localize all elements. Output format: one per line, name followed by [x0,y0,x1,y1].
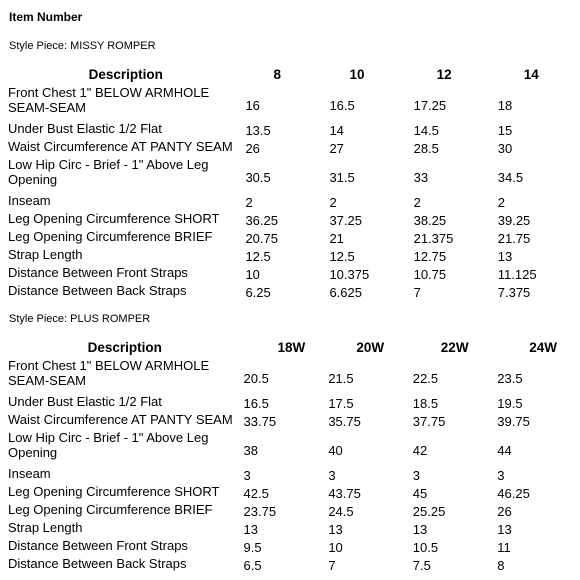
measurement-value: 9.5 [243,539,262,555]
measurement-value: 20.75 [245,230,278,246]
measurement-description: Distance Between Back Straps [8,283,187,298]
column-header-description: Description [87,340,162,355]
measurement-description: Strap Length [8,247,83,262]
measurement-description: Leg Opening Circumference BRIEF [8,502,213,517]
table-row [6,211,580,229]
style-piece-plus-label: Style Piece: PLUS ROMPER [9,313,151,325]
measurement-value: 45 [412,485,428,501]
measurement-description: Low Hip Circ - Brief - 1" Above Leg Opening [8,430,209,460]
measurement-value: 37.25 [329,212,362,228]
measurement-value: 12.5 [329,248,355,264]
measurement-value: 34.5 [497,169,524,185]
measurement-value: 21.375 [413,230,454,246]
measurement-value: 24.5 [328,503,354,519]
measurement-value: 36.25 [245,212,278,228]
measurement-value: 14.5 [413,122,439,138]
measurement-value: 27 [329,140,344,156]
measurement-value: 13 [497,521,512,537]
measurement-value: 12.75 [413,248,447,264]
measurement-value: 2 [497,194,505,210]
table-header-row [6,65,580,85]
measurement-description: Distance Between Front Straps [8,265,188,280]
measurement-description: Front Chest 1" BELOW ARMHOLE SEAM-SEAM [8,85,210,115]
measurement-value: 11 [497,539,511,555]
measurement-description: Waist Circumference AT PANTY SEAM [8,139,233,154]
measurement-value: 15 [497,122,513,138]
table-row [6,358,580,394]
measurement-description: Low Hip Circ - Brief - 1" Above Leg Opening [8,157,209,187]
measurement-value: 30.5 [245,169,271,185]
measurement-value: 3 [412,467,421,483]
measurement-description: Under Bust Elastic 1/2 Flat [8,121,162,136]
measurement-value: 26 [245,140,260,156]
measurement-value: 42 [412,442,428,458]
measurement-description: Inseam [8,466,51,481]
column-header-size: 8 [273,67,281,82]
measurement-value: 21.75 [497,230,531,246]
measurement-value: 20.5 [243,370,269,386]
measurement-value: 17.25 [413,97,447,113]
table-row [6,85,580,121]
measurement-value: 18.5 [412,395,439,411]
table-row [6,538,580,556]
measurement-value: 19.5 [497,395,523,411]
measurement-value: 30 [497,140,513,156]
measurement-value: 23.75 [243,503,277,519]
table-row [6,265,580,283]
measurement-description: Leg Opening Circumference SHORT [8,211,220,226]
measurement-value: 6.5 [243,557,262,573]
measurement-value: 10.5 [412,539,439,555]
column-header-size: 20W [356,340,385,355]
measurement-description: Distance Between Front Straps [8,538,188,553]
column-header-size: 10 [349,67,365,82]
measurement-description: Leg Opening Circumference SHORT [8,484,220,499]
table-header-row [6,338,580,358]
measurement-value: 22.5 [412,370,439,386]
table-row [6,556,580,574]
measurement-value: 44 [497,442,512,458]
measurement-value: 3 [497,467,505,483]
table-row [6,502,580,520]
measurement-value: 39.25 [497,212,531,228]
measurement-value: 6.625 [329,284,362,300]
measurement-value: 40 [328,442,343,458]
measurement-value: 3 [243,467,251,483]
table-row [6,283,580,301]
measurement-description: Distance Between Back Straps [8,556,187,571]
measurement-value: 8 [497,557,505,573]
measurement-value: 38 [243,442,258,458]
measurement-value: 7 [328,557,336,573]
measurement-value: 31.5 [329,169,355,185]
measurement-value: 16.5 [329,97,355,113]
measurement-value: 10.75 [413,266,447,282]
measurement-description: Strap Length [8,520,83,535]
table-row [6,520,580,538]
column-header-size: 18W [277,340,306,355]
measurement-value: 17.5 [328,395,354,411]
measurement-value: 6.25 [245,284,271,300]
measurement-value: 2 [245,194,253,210]
measurement-value: 7 [413,284,421,300]
column-header-size: 24W [529,340,558,355]
measurement-value: 13 [497,248,513,264]
measurement-value: 10 [245,266,260,282]
measurement-value: 28.5 [413,140,439,156]
measurement-value: 7.375 [497,284,531,300]
measurement-description: Inseam [8,193,51,208]
measurement-value: 18 [497,97,513,113]
measurement-value: 21 [329,230,344,246]
table-row [6,121,580,139]
table-row [6,466,580,484]
column-header-size: 14 [523,67,539,82]
measurement-value: 11.125 [497,266,537,282]
measurement-value: 26 [497,503,512,519]
measurement-value: 43.75 [328,485,361,501]
style-piece-missy-label: Style Piece: MISSY ROMPER [9,40,156,52]
measurement-value: 33 [413,169,429,185]
measurement-value: 16 [245,97,260,113]
measurement-value: 35.75 [328,413,361,429]
measurement-value: 25.25 [412,503,446,519]
measurement-value: 23.5 [497,370,523,386]
measurement-description: Waist Circumference AT PANTY SEAM [8,412,233,427]
measurement-value: 21.5 [328,370,354,386]
missy-romper-size-table [6,65,580,301]
measurement-value: 12.5 [245,248,271,264]
measurement-value: 2 [413,194,421,210]
table-row [6,229,580,247]
table-row [6,484,580,502]
measurement-value: 13.5 [245,122,271,138]
measurement-value: 10 [328,539,343,555]
measurement-value: 16.5 [243,395,269,411]
column-header-size: 12 [436,67,452,82]
table-row [6,430,580,466]
plus-romper-size-table [6,338,580,574]
table-row [6,247,580,265]
measurement-value: 33.75 [243,413,277,429]
measurement-value: 39.75 [497,413,530,429]
table-row [6,193,580,211]
measurement-value: 7.5 [412,557,431,573]
item-number-heading: Item Number [9,10,83,24]
table-row [6,157,580,193]
measurement-value: 37.75 [412,413,446,429]
column-header-description: Description [88,67,163,82]
measurement-description: Front Chest 1" BELOW ARMHOLE SEAM-SEAM [8,358,210,388]
measurement-value: 14 [329,122,344,138]
measurement-value: 2 [329,194,337,210]
column-header-size: 22W [440,340,469,355]
measurement-value: 13 [243,521,258,537]
table-row [6,139,580,157]
measurement-value: 3 [328,467,336,483]
measurement-value: 38.25 [413,212,447,228]
measurement-value: 13 [328,521,343,537]
table-row [6,394,580,412]
measurement-value: 10.375 [329,266,370,282]
table-row [6,412,580,430]
measurement-description: Leg Opening Circumference BRIEF [8,229,213,244]
measurement-description: Under Bust Elastic 1/2 Flat [8,394,162,409]
measurement-value: 42.5 [243,485,269,501]
measurement-value: 46.25 [497,485,530,501]
measurement-value: 13 [412,521,428,537]
